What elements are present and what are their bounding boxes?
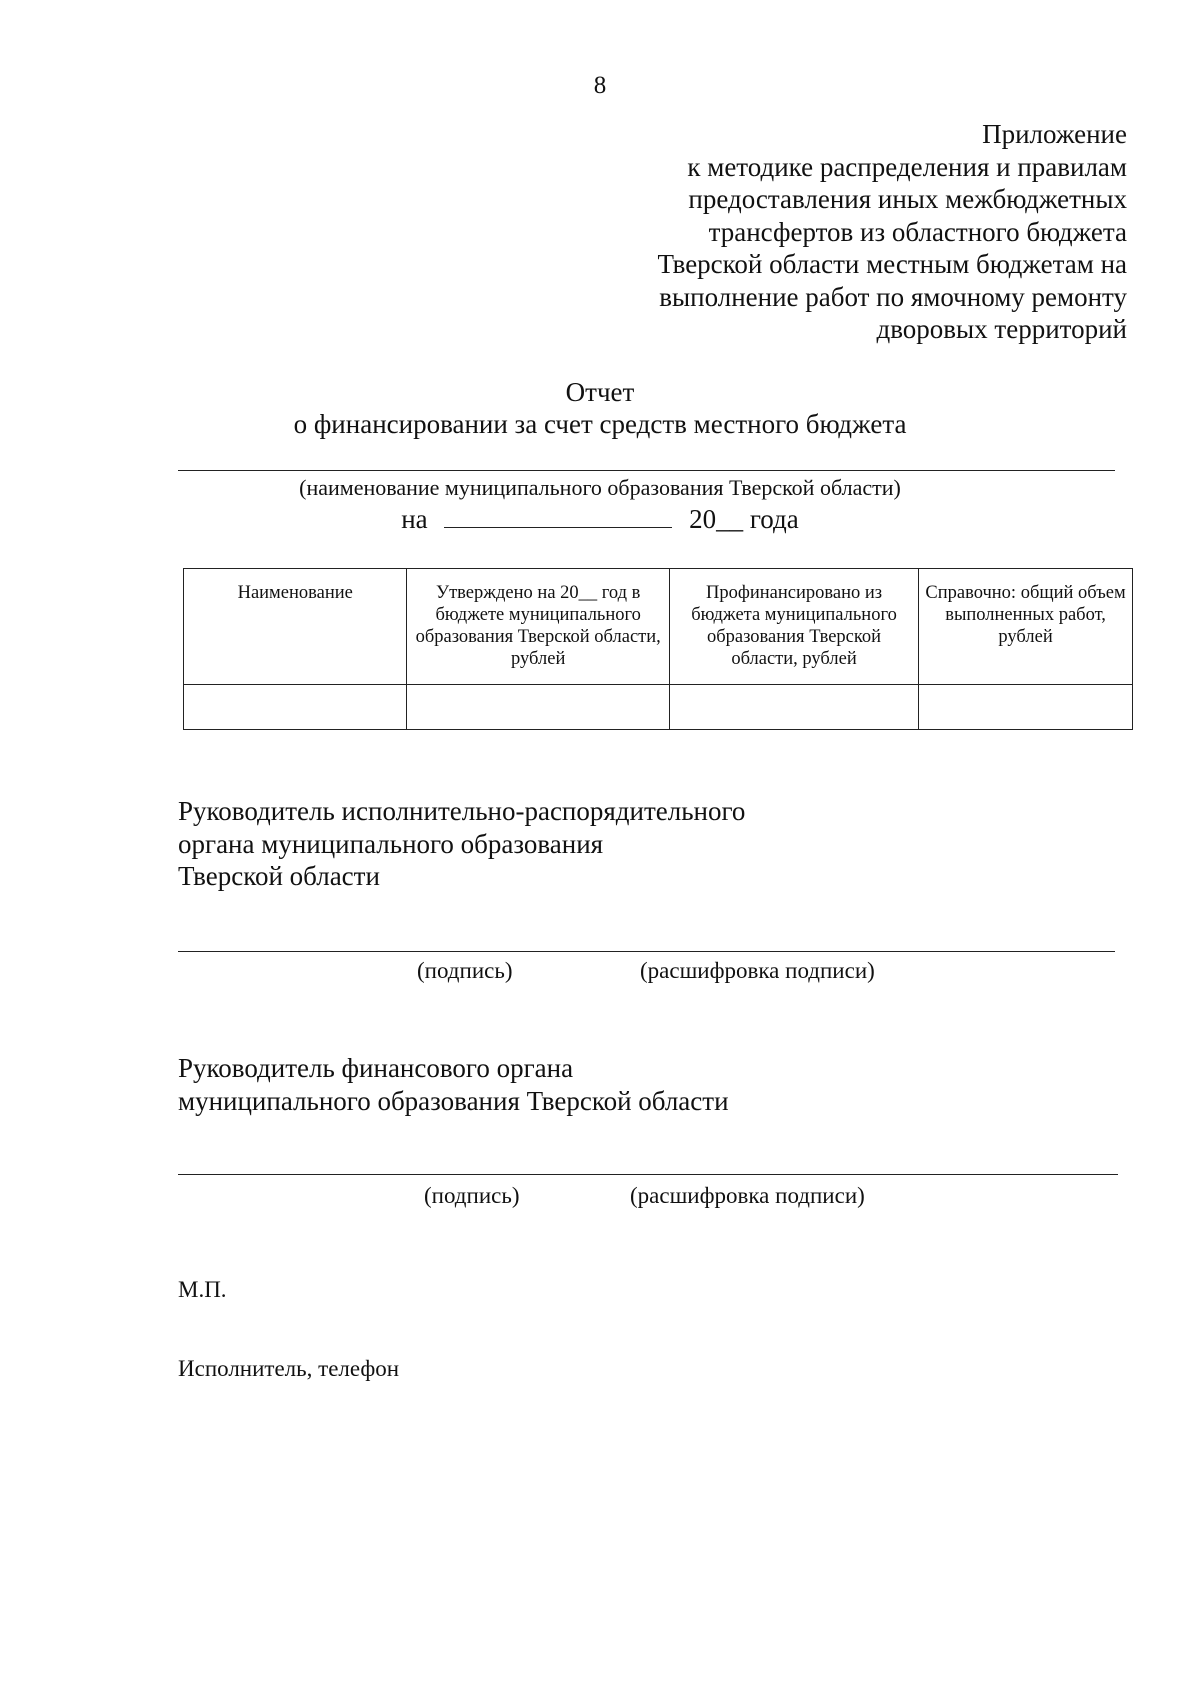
report-title: Отчет [565,377,635,407]
appendix-header [567,118,1127,346]
table-cell [669,685,918,730]
finance-decoding-label: (расшифровка подписи) [630,1183,865,1208]
date-blank [444,503,672,528]
table-cell [919,685,1133,730]
finance-signature-line [178,1174,1118,1175]
table-header-row [184,569,1133,685]
date-suffix: года [749,504,799,534]
date-prefix: на [401,504,428,534]
appendix-line: Тверской области местным бюджетам на [657,249,1127,279]
signer-line: Руководитель финансового органа [178,1053,574,1083]
finance-signature-label: (подпись) [424,1183,520,1208]
appendix-line: предоставления иных межбюджетных [688,184,1127,214]
column-header-name: Наименование [184,569,407,685]
table-cell [184,685,407,730]
stamp-place: М.П. [178,1277,227,1302]
column-header-approved: Утверждено на 20__ год в бюджете муниципального образования Тверской области, рублей [407,569,670,685]
signer-line: органа муниципального образования [178,828,604,859]
report-subtitle: о финансировании за счет средств местного бюджета [293,409,907,439]
executive-decoding-label: (расшифровка подписи) [640,958,875,983]
financing-table [183,568,1133,730]
executive-signature-label: (подпись) [417,958,513,983]
page-number: 8 [593,72,607,99]
municipality-name-line [178,470,1115,471]
signer-line: Руководитель исполнительно-распорядительного [178,796,746,826]
report-date-line [0,503,1200,535]
signer-line: муниципального образования Тверской области [178,1085,729,1116]
municipality-caption: (наименование муниципального образования Тверской области) [299,475,901,500]
appendix-line: трансфертов из областного бюджета [708,216,1127,247]
finance-signer-title [178,1052,729,1117]
report-title-block [0,376,1200,440]
signer-line: Тверской области [178,861,380,891]
column-header-work-volume: Справочно: общий объем выполненных работ, рублей [919,569,1133,685]
table-cell [407,685,670,730]
appendix-line: Приложение [982,119,1127,149]
appendix-line: выполнение работ по ямочному ремонту [659,281,1127,312]
appendix-line: к методике распределения и правилам [687,151,1127,182]
executive-signature-line [178,951,1115,952]
executor-phone: Исполнитель, телефон [178,1356,400,1381]
date-year: 20__ [689,504,744,534]
appendix-line: дворовых территорий [876,314,1127,344]
executive-signer-title [178,795,745,893]
table-row [184,685,1133,730]
column-header-financed: Профинансировано из бюджета муниципального образования Тверской области, рублей [669,569,918,685]
